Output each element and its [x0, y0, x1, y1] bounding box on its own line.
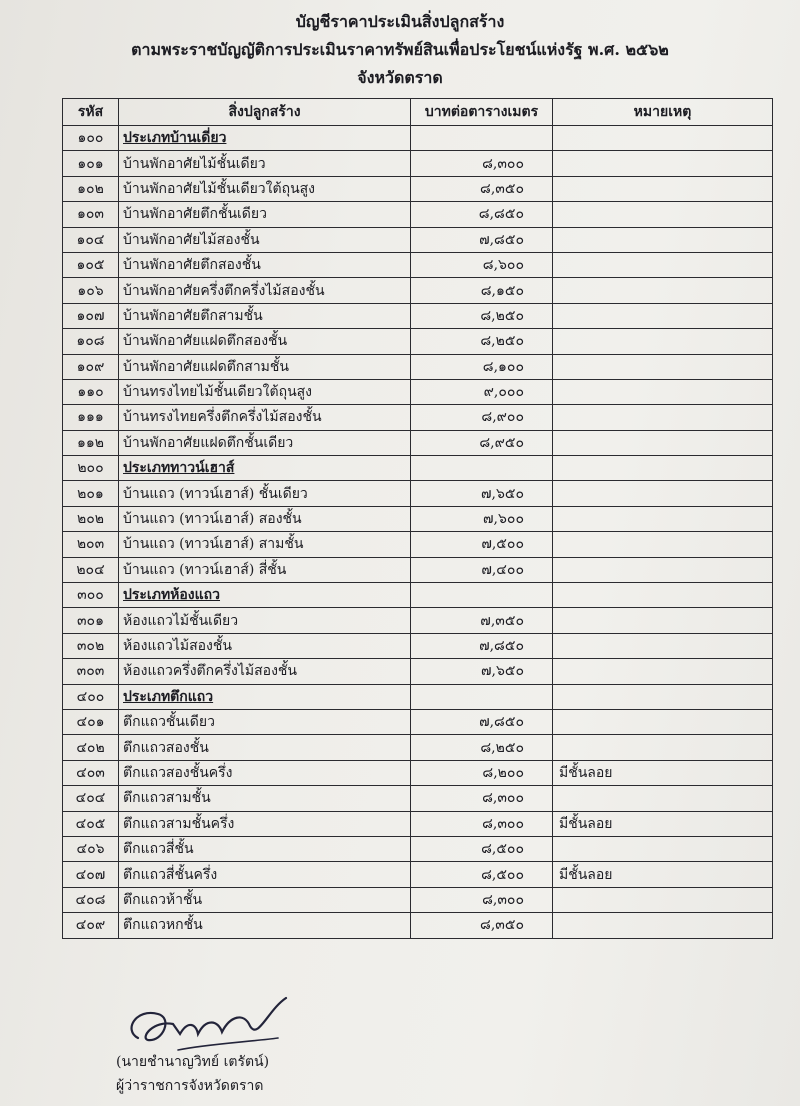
cell-building: บ้านทรงไทยไม้ชั้นเดียวใต้ถุนสูง: [119, 379, 411, 404]
cell-price: ๘,๒๐๐: [411, 760, 553, 785]
cell-note: [553, 786, 773, 811]
cell-building: ประเภทตึกแถว: [119, 684, 411, 709]
table-row: [63, 151, 773, 176]
cell-note: [553, 532, 773, 557]
table-row: [63, 430, 773, 455]
table-row: [63, 506, 773, 531]
cell-note: มีชั้นลอย: [553, 760, 773, 785]
cell-code: ๔๐๒: [63, 735, 119, 760]
title-line-3: จังหวัดตราด: [357, 68, 443, 87]
cell-building: บ้านแถว (ทาวน์เฮาส์) ชั้นเดียว: [119, 481, 411, 506]
cell-note: [553, 278, 773, 303]
column-header-price: บาทต่อตารางเมตร: [411, 99, 553, 126]
cell-building: ห้องแถวไม้ชั้นเดียว: [119, 608, 411, 633]
cell-building: บ้านพักอาศัยไม้สองชั้น: [119, 227, 411, 252]
cell-note: [553, 608, 773, 633]
category-row: [63, 456, 773, 481]
table-row: [63, 913, 773, 938]
cell-building: บ้านทรงไทยครึ่งตึกครึ่งไม้สองชั้น: [119, 405, 411, 430]
cell-building: ตึกแถวสี่ชั้น: [119, 836, 411, 861]
cell-price: ๘,๙๐๐: [411, 405, 553, 430]
cell-note: [553, 202, 773, 227]
table-row: [63, 329, 773, 354]
cell-building: ประเภทห้องแถว: [119, 583, 411, 608]
cell-building: ตึกแถวชั้นเดียว: [119, 709, 411, 734]
cell-price: ๗,๘๕๐: [411, 633, 553, 658]
cell-code: ๔๐๗: [63, 862, 119, 887]
title-line-1: บัญชีราคาประเมินสิ่งปลูกสร้าง: [295, 12, 505, 31]
cell-price: ๘,๒๕๐: [411, 303, 553, 328]
cell-building: บ้านพักอาศัยตึกสามชั้น: [119, 303, 411, 328]
cell-price: ๗,๖๕๐: [411, 481, 553, 506]
cell-note: [553, 557, 773, 582]
cell-price: ๗,๖๕๐: [411, 659, 553, 684]
cell-building: บ้านพักอาศัยไม้ชั้นเดียวใต้ถุนสูง: [119, 176, 411, 201]
table-row: [63, 608, 773, 633]
cell-building: ตึกแถวสามชั้น: [119, 786, 411, 811]
cell-price: ๘,๒๕๐: [411, 735, 553, 760]
cell-price: ๗,๓๕๐: [411, 608, 553, 633]
column-header-note: หมายเหตุ: [553, 99, 773, 126]
cell-note: [553, 405, 773, 430]
table-row: [63, 481, 773, 506]
cell-note: มีชั้นลอย: [553, 811, 773, 836]
cell-code: ๔๐๑: [63, 709, 119, 734]
cell-building: ตึกแถวสามชั้นครึ่ง: [119, 811, 411, 836]
category-row: [63, 126, 773, 151]
table-row: [63, 303, 773, 328]
cell-price: ๘,๘๕๐: [411, 202, 553, 227]
table-row: [63, 659, 773, 684]
table-row: [63, 532, 773, 557]
cell-note: [553, 836, 773, 861]
cell-code: ๒๐๓: [63, 532, 119, 557]
table-row: [63, 786, 773, 811]
cell-price: [411, 684, 553, 709]
cell-code: ๑๐๔: [63, 227, 119, 252]
cell-note: [553, 633, 773, 658]
cell-note: [553, 126, 773, 151]
cell-code: ๑๐๓: [63, 202, 119, 227]
table-row: [63, 633, 773, 658]
table-row: [63, 887, 773, 912]
cell-code: ๓๐๓: [63, 659, 119, 684]
cell-note: มีชั้นลอย: [553, 862, 773, 887]
cell-code: ๑๐๒: [63, 176, 119, 201]
cell-code: ๒๐๒: [63, 506, 119, 531]
cell-price: ๘,๓๐๐: [411, 151, 553, 176]
cell-price: ๘,๓๐๐: [411, 786, 553, 811]
cell-building: บ้านพักอาศัยแฝดตึกสามชั้น: [119, 354, 411, 379]
table-row: [63, 278, 773, 303]
cell-building: ห้องแถวไม้สองชั้น: [119, 633, 411, 658]
cell-note: [553, 379, 773, 404]
table-row: [63, 735, 773, 760]
category-row: [63, 684, 773, 709]
cell-code: ๑๐๑: [63, 151, 119, 176]
category-row: [63, 583, 773, 608]
cell-code: ๔๐๖: [63, 836, 119, 861]
cell-note: [553, 709, 773, 734]
cell-building: บ้านแถว (ทาวน์เฮาส์) สี่ชั้น: [119, 557, 411, 582]
table-row: [63, 405, 773, 430]
cell-price: ๘,๒๕๐: [411, 329, 553, 354]
cell-code: ๔๐๐: [63, 684, 119, 709]
cell-building: บ้านแถว (ทาวน์เฮาส์) สองชั้น: [119, 506, 411, 531]
cell-price: ๙,๐๐๐: [411, 379, 553, 404]
cell-price: ๗,๘๕๐: [411, 227, 553, 252]
cell-code: ๑๑๑: [63, 405, 119, 430]
table-row: [63, 379, 773, 404]
cell-building: บ้านพักอาศัยตึกชั้นเดียว: [119, 202, 411, 227]
cell-building: ตึกแถวสี่ชั้นครึ่ง: [119, 862, 411, 887]
cell-note: [553, 481, 773, 506]
cell-note: [553, 506, 773, 531]
cell-building: ประเภททาวน์เฮาส์: [119, 456, 411, 481]
table-row: [63, 836, 773, 861]
cell-note: [553, 913, 773, 938]
cell-code: ๔๐๓: [63, 760, 119, 785]
cell-note: [553, 227, 773, 252]
table-row: [63, 557, 773, 582]
cell-building: ตึกแถวสองชั้น: [119, 735, 411, 760]
cell-building: บ้านพักอาศัยแฝดตึกชั้นเดียว: [119, 430, 411, 455]
table-row: [63, 354, 773, 379]
cell-note: [553, 684, 773, 709]
cell-code: ๑๐๗: [63, 303, 119, 328]
cell-building: บ้านแถว (ทาวน์เฮาส์) สามชั้น: [119, 532, 411, 557]
cell-code: ๔๐๔: [63, 786, 119, 811]
cell-code: ๓๐๐: [63, 583, 119, 608]
cell-code: ๓๐๒: [63, 633, 119, 658]
table-row: [63, 811, 773, 836]
cell-building: ตึกแถวห้าชั้น: [119, 887, 411, 912]
cell-code: ๔๐๘: [63, 887, 119, 912]
cell-note: [553, 329, 773, 354]
cell-price: ๘,๓๐๐: [411, 811, 553, 836]
cell-building: บ้านพักอาศัยไม้ชั้นเดียว: [119, 151, 411, 176]
cell-building: ห้องแถวครึ่งตึกครึ่งไม้สองชั้น: [119, 659, 411, 684]
cell-code: ๑๐๐: [63, 126, 119, 151]
cell-price: ๗,๔๐๐: [411, 557, 553, 582]
document-header: [0, 8, 800, 92]
cell-code: ๒๐๑: [63, 481, 119, 506]
cell-code: ๑๐๘: [63, 329, 119, 354]
cell-price: ๘,๕๐๐: [411, 836, 553, 861]
cell-code: ๑๑๐: [63, 379, 119, 404]
cell-note: [553, 303, 773, 328]
signatory-block: [116, 1050, 269, 1098]
table-row: [63, 176, 773, 201]
cell-building: ประเภทบ้านเดี่ยว: [119, 126, 411, 151]
cell-price: ๘,๕๐๐: [411, 862, 553, 887]
cell-code: ๒๐๔: [63, 557, 119, 582]
cell-building: ตึกแถวสองชั้นครึ่ง: [119, 760, 411, 785]
cell-price: ๘,๙๕๐: [411, 430, 553, 455]
cell-price: ๘,๓๕๐: [411, 176, 553, 201]
cell-code: ๑๐๙: [63, 354, 119, 379]
cell-price: [411, 456, 553, 481]
table-row: [63, 709, 773, 734]
cell-code: ๒๐๐: [63, 456, 119, 481]
cell-note: [553, 252, 773, 277]
table-row: [63, 760, 773, 785]
signatory-name: (นายชำนาญวิทย์ เตรัตน์): [116, 1054, 270, 1070]
cell-note: [553, 176, 773, 201]
cell-price: ๘,๖๐๐: [411, 252, 553, 277]
table-row: [63, 202, 773, 227]
cell-code: ๑๐๕: [63, 252, 119, 277]
cell-code: ๑๑๒: [63, 430, 119, 455]
column-header-code: รหัส: [63, 99, 119, 126]
cell-price: ๗,๖๐๐: [411, 506, 553, 531]
column-header-building: สิ่งปลูกสร้าง: [119, 99, 411, 126]
cell-note: [553, 887, 773, 912]
cell-building: บ้านพักอาศัยแฝดตึกสองชั้น: [119, 329, 411, 354]
cell-note: [553, 354, 773, 379]
cell-code: ๓๐๑: [63, 608, 119, 633]
cell-code: ๔๐๕: [63, 811, 119, 836]
table-row: [63, 227, 773, 252]
cell-code: ๑๐๖: [63, 278, 119, 303]
cell-building: บ้านพักอาศัยตึกสองชั้น: [119, 252, 411, 277]
cell-building: ตึกแถวหกชั้น: [119, 913, 411, 938]
cell-price: ๘,๑๐๐: [411, 354, 553, 379]
table-row: [63, 252, 773, 277]
cell-note: [553, 456, 773, 481]
cell-price: ๗,๕๐๐: [411, 532, 553, 557]
cell-price: ๘,๑๕๐: [411, 278, 553, 303]
cell-price: [411, 583, 553, 608]
cell-price: [411, 126, 553, 151]
cell-note: [553, 735, 773, 760]
cell-price: ๘,๓๕๐: [411, 913, 553, 938]
table-header-row: [63, 99, 773, 126]
cell-price: ๗,๘๕๐: [411, 709, 553, 734]
cell-code: ๔๐๙: [63, 913, 119, 938]
cell-note: [553, 659, 773, 684]
cell-price: ๘,๓๐๐: [411, 887, 553, 912]
cell-note: [553, 583, 773, 608]
signatory-title: ผู้ว่าราชการจังหวัดตราด: [116, 1078, 264, 1094]
price-table: [62, 98, 773, 939]
table-row: [63, 862, 773, 887]
cell-note: [553, 151, 773, 176]
cell-note: [553, 430, 773, 455]
title-line-2: ตามพระราชบัญญัติการประเมินราคาทรัพย์สินเพื่อประโยชน์แห่งรัฐ พ.ศ. ๒๕๖๒: [131, 40, 669, 59]
cell-building: บ้านพักอาศัยครึ่งตึกครึ่งไม้สองชั้น: [119, 278, 411, 303]
table-body: [63, 126, 773, 939]
